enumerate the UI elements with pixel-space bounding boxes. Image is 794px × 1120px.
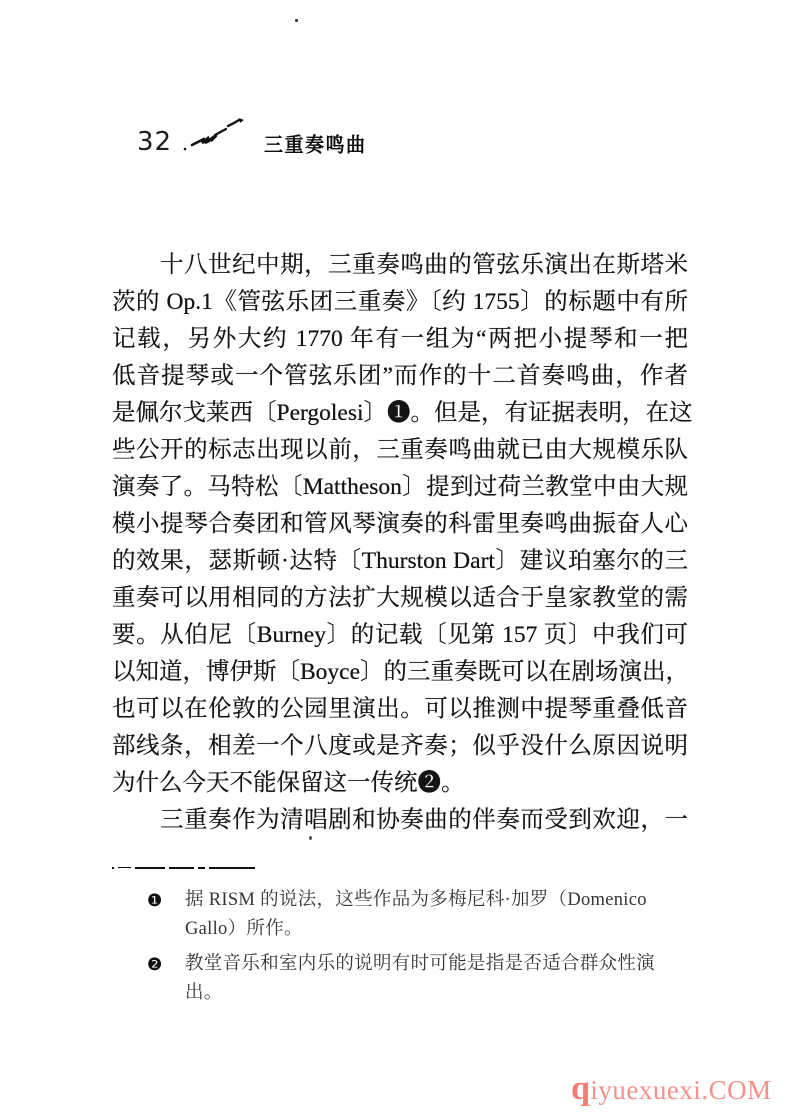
- text-line: 三重奏作为清唱剧和协奏曲的伴奏而受到欢迎，一: [160, 807, 688, 833]
- footnote-marker: ❷: [147, 955, 163, 974]
- quill-pen-icon: [182, 114, 248, 154]
- text-line: 也可以在伦敦的公园里演出。可以推测中提琴重叠低音: [112, 696, 688, 722]
- page-title: 三重奏鸣曲: [264, 133, 367, 157]
- text-line: 以知道，博伊斯〔Boyce〕的三重奏既可以在剧场演出，: [112, 659, 690, 685]
- text-line: 十八世纪中期，三重奏鸣曲的管弦乐演出在斯塔米: [160, 252, 688, 278]
- footnote-text: 教堂音乐和室内乐的说明有时可能是指是否适合群众性演出。: [185, 954, 656, 1003]
- text-line: 模小提琴合奏团和管风琴演奏的科雷里奏鸣曲振奋人心: [112, 511, 688, 537]
- text-line: 为什么今天不能保留这一传统❷。: [112, 770, 465, 796]
- text-line: 些公开的标志出现以前，三重奏鸣曲就已由大规模乐队: [112, 437, 688, 463]
- body-text: [112, 247, 693, 839]
- footnotes: [147, 886, 677, 1014]
- text-line: 演奏了。马特松〔Mattheson〕提到过荷兰教堂中由大规: [112, 474, 688, 500]
- footnote-separator: [112, 866, 257, 869]
- text-line: 是佩尔戈莱西〔Pergolesi〕❶。但是，有证据表明，在这: [112, 400, 693, 426]
- text-line: 重奏可以用相同的方法扩大规模以适合于皇家教堂的需: [112, 585, 688, 611]
- footnote-item: [147, 950, 677, 1008]
- scan-speck: [309, 836, 312, 840]
- text-line: 的效果，瑟斯顿·达特〔Thurston Dart〕建议珀塞尔的三: [112, 548, 688, 574]
- footnote-item: [147, 886, 677, 944]
- footnote-marker: ❶: [147, 891, 163, 910]
- text-line: 部线条，相差一个八度或是齐奏；似乎没什么原因说明: [112, 733, 688, 759]
- text-line: 要。从伯尼〔Burney〕的记载〔见第 157 页〕中我们可: [112, 622, 688, 648]
- text-line: 低音提琴或一个管弦乐团”而作的十二首奏鸣曲，作者: [112, 363, 688, 389]
- text-line: 茨的 Op.1《管弦乐团三重奏》〔约 1755〕的标题中有所: [112, 289, 688, 315]
- watermark: qiyuexuexi.COM: [571, 1070, 772, 1107]
- footnote-text: 据 RISM 的说法，这些作品为多梅尼科·加罗（Domenico Gallo）所作。: [185, 890, 647, 939]
- scan-speck: [295, 19, 298, 22]
- text-line: 记载，另外大约 1770 年有一组为“两把小提琴和一把: [112, 326, 688, 352]
- page-number: 32: [137, 127, 173, 157]
